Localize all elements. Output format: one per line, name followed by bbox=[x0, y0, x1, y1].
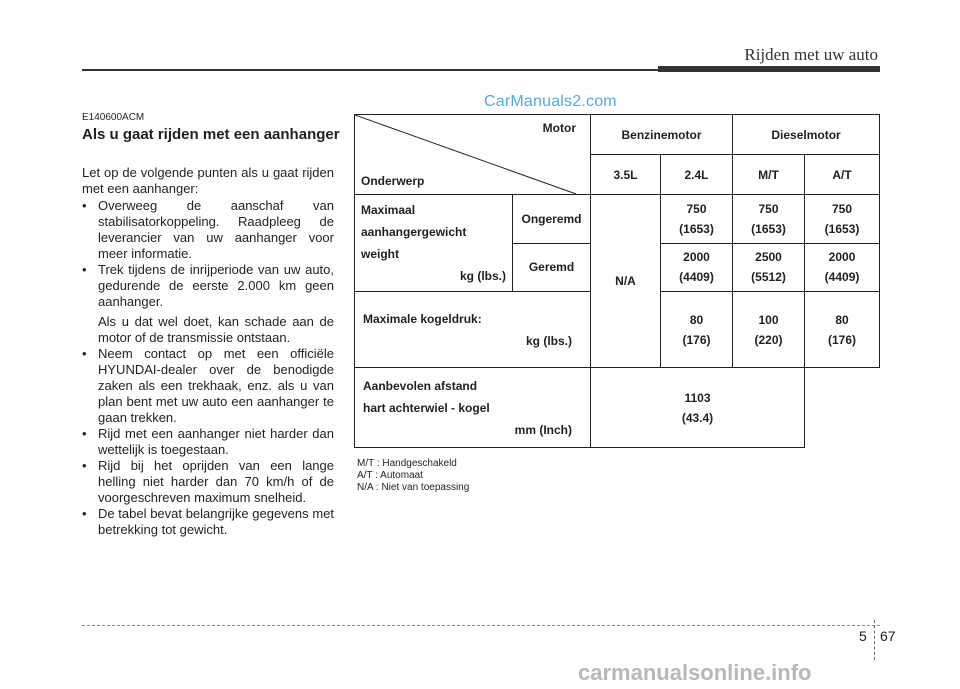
page-number-divider bbox=[874, 620, 876, 660]
watermark-carmanualsonline[interactable]: carmanualsonline.info bbox=[578, 660, 812, 685]
header-dieselmotor: Dieselmotor bbox=[733, 115, 880, 155]
cell-unit-value: (220) bbox=[754, 332, 783, 347]
unbraked-label: Ongeremd bbox=[513, 195, 591, 244]
cell-value: 2500 bbox=[755, 250, 782, 265]
cell-value: 750 bbox=[686, 201, 707, 216]
intro-text: Let op de volgende punten als u gaat rijden met een aanhanger: bbox=[82, 165, 334, 196]
cell-value: 2000 bbox=[828, 250, 856, 265]
distance-label-line: Aanbevolen afstand bbox=[363, 378, 478, 393]
cell-unit-value: (1653) bbox=[824, 221, 860, 236]
list-item bbox=[82, 262, 334, 346]
table-cell bbox=[661, 195, 733, 244]
footer-rule bbox=[82, 625, 880, 626]
watermark-carmanuals[interactable]: CarManuals2.com bbox=[484, 93, 617, 110]
distance-label-cell bbox=[355, 368, 591, 448]
bullet-extra-text: Als u dat wel doet, kan schade aan de motor of de transmissie ontstaan. bbox=[98, 314, 334, 345]
bullet-text: • Rijd bij het oprijden van een lange helling niet harder dan 70 km/h of de voorgeschreven maximum snelheid. bbox=[98, 458, 334, 505]
table-cell bbox=[661, 292, 733, 368]
bullet-list bbox=[82, 198, 334, 538]
table-cell bbox=[733, 292, 805, 368]
legend-item: A/T : Automaat bbox=[357, 470, 423, 481]
bullet-text: • Overweeg de aanschaf van stabilisatorkoppeling. Raadpleeg de leverancier van uw aanhanger voor meer informatie. bbox=[98, 198, 334, 261]
braked-label: Geremd bbox=[513, 243, 591, 292]
distance-value-inch: (43.4) bbox=[681, 410, 714, 425]
ball-load-unit: kg (lbs.) bbox=[525, 333, 572, 348]
trailer-label-line: aanhangergewicht bbox=[361, 225, 467, 239]
list-item bbox=[82, 198, 334, 262]
distance-value: 1103 bbox=[684, 390, 711, 405]
table-cell bbox=[805, 243, 880, 292]
list-item bbox=[82, 506, 334, 538]
legend-item: N/A : Niet van toepassing bbox=[357, 482, 470, 493]
table-corner-cell bbox=[355, 115, 591, 195]
table-cell bbox=[733, 195, 805, 244]
abbreviation-legend bbox=[357, 458, 469, 494]
corner-label-onderwerp: Onderwerp bbox=[361, 174, 425, 188]
chapter-number: 5 bbox=[859, 628, 867, 644]
bullet-text: • Rijd met een aanhanger niet harder dan wettelijk is toegestaan. bbox=[98, 426, 334, 457]
cell-value: 750 bbox=[832, 201, 853, 216]
table-cell bbox=[733, 243, 805, 292]
ball-load-label-cell bbox=[355, 292, 591, 368]
table-cell bbox=[661, 243, 733, 292]
bullet-text: • Trek tijdens de inrijperiode van uw auto, gedurende de eerste 2.000 km geen aanhanger. bbox=[98, 262, 334, 309]
cell-unit-value: (1653) bbox=[751, 221, 786, 236]
list-item bbox=[82, 426, 334, 458]
distance-label-line: hart achterwiel - kogel bbox=[363, 400, 490, 415]
cell-unit-value: (5512) bbox=[751, 270, 786, 285]
section-heading: Als u gaat rijden met een aanhanger bbox=[82, 126, 340, 143]
list-item bbox=[82, 346, 334, 426]
table-cell bbox=[805, 195, 880, 244]
header-benzinemotor: Benzinemotor bbox=[591, 115, 733, 155]
cell-unit-value: (176) bbox=[682, 332, 711, 347]
towing-spec-table bbox=[354, 114, 880, 448]
subheader-3-5l: 3.5L bbox=[591, 155, 661, 195]
cell-value: 100 bbox=[758, 312, 779, 327]
subheader-2-4l: 2.4L bbox=[661, 155, 733, 195]
header-rule-accent bbox=[658, 66, 880, 72]
distance-value-cell bbox=[591, 368, 805, 448]
bullet-text: • Neem contact op met een officiële HYUNDAI-dealer over de benodigde zaken als een trekhaak, enz. als u van plan bent met uw auto een aanhanger te gaan trekken. bbox=[98, 346, 334, 425]
trailer-label-line: weight bbox=[361, 247, 399, 261]
cell-unit-value: (4409) bbox=[824, 270, 860, 285]
cell-value: 80 bbox=[689, 312, 704, 327]
ball-load-label: Maximale kogeldruk: bbox=[363, 311, 482, 326]
cell-value: 80 bbox=[835, 312, 849, 327]
bullet-text: • De tabel bevat belangrijke gegevens met betrekking tot gewicht. bbox=[98, 506, 334, 537]
corner-label-motor: Motor bbox=[542, 121, 576, 135]
legend-item: M/T : Handgeschakeld bbox=[357, 458, 457, 469]
subheader-mt: M/T bbox=[733, 155, 805, 195]
na-cell: N/A bbox=[591, 195, 661, 368]
cell-value: 2000 bbox=[683, 250, 710, 265]
page-number: 67 bbox=[880, 628, 896, 644]
cell-unit-value: (1653) bbox=[679, 221, 714, 236]
trailer-weight-label-cell bbox=[355, 195, 513, 292]
cell-unit-value: (176) bbox=[828, 332, 857, 347]
chapter-title: Rijden met uw auto bbox=[744, 45, 878, 64]
list-item bbox=[82, 458, 334, 506]
cell-unit-value: (4409) bbox=[679, 270, 714, 285]
table-cell bbox=[805, 292, 880, 368]
section-code: E140600ACM bbox=[82, 112, 145, 123]
trailer-label-unit: kg (lbs.) bbox=[459, 269, 506, 283]
distance-unit: mm (Inch) bbox=[514, 422, 572, 437]
header-rule bbox=[82, 69, 658, 71]
trailer-label-line: Maximaal bbox=[361, 203, 416, 217]
subheader-at: A/T bbox=[805, 155, 880, 195]
cell-value: 750 bbox=[758, 201, 779, 216]
